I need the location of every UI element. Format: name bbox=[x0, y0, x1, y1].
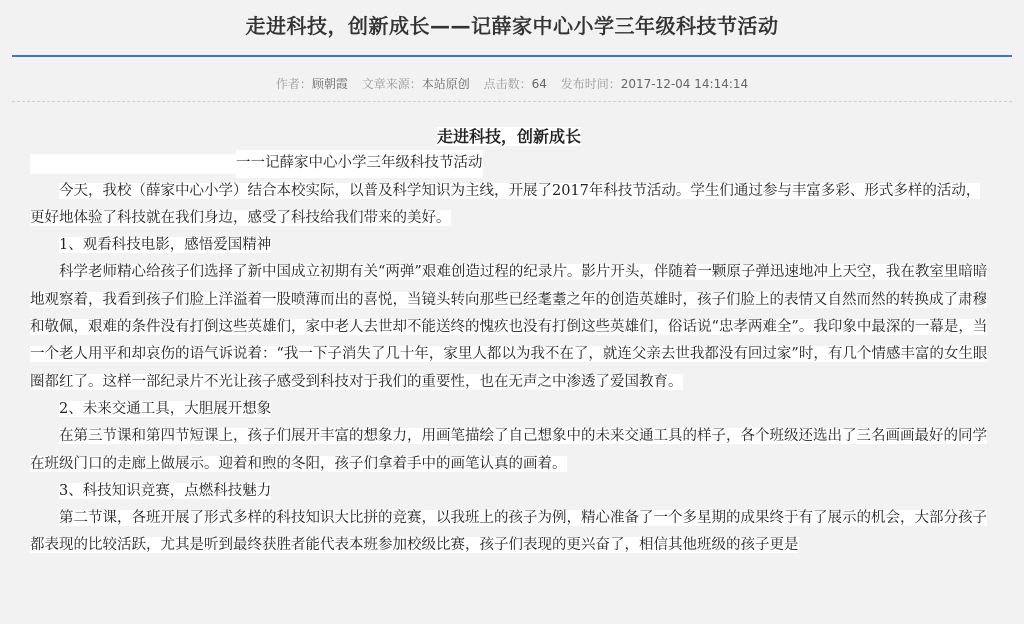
content-subtitle: 一一记薛家中心小学三年级科技节活动 bbox=[30, 150, 988, 177]
meta-divider bbox=[12, 101, 1012, 102]
publish-time-value: 2017-12-04 14:14:14 bbox=[620, 77, 749, 91]
section-2-paragraph: 在第三节课和第四节短课上，孩子们展开丰富的想象力，用画笔描绘了自己想象中的未来交通工具的样子，各个班级还选出了三名画画最好的同学在班级门口的走廊上做展示。迎着和煦的冬阳，孩子们拿着手中的画笔认真的画着。 bbox=[30, 428, 987, 472]
source-label: 文章来源： bbox=[361, 77, 422, 91]
section-1-paragraph: 科学老师精心给孩子们选择了新中国成立初期有关“两弹”艰难创造过程的纪录片。影片开头，伴随着一颗原子弹迅速地冲上天空，我在教室里暗暗地观察着，我看到孩子们脸上洋溢着一股喷薄而出的喜悦，当镜头转向那些已经耄耋之年的创造英雄时，孩子们脸上的表情又自然而然的转换成了肃穆和敬佩，艰难的条件没有打倒这些英雄们，家中老人去世却不能送终的愧疚也没有打倒这些英雄们，俗话说“忠孝两难全”。我印象中最深的一幕是，当一个老人用平和却哀伤的语气诉说着：“我一下子消失了几十年，家里人都以为我不在了，就连父亲去世我都没有回过家”时，有几个情感丰富的女生眼圈都红了。这样一部纪录片不光让孩子感受到科技对于我们的重要性，也在无声之中渗透了爱国教育。 bbox=[30, 264, 988, 390]
section-3-title: 3、科技知识竞赛，点燃科技魅力 bbox=[59, 482, 272, 499]
author-value: 顾朝霞 bbox=[311, 77, 348, 91]
article-body bbox=[30, 123, 988, 560]
source-value: 本站原创 bbox=[421, 77, 470, 91]
publish-time-label: 发布时间： bbox=[560, 77, 621, 91]
article-title: 走进科技，创新成长——记薛家中心小学三年级科技节活动 bbox=[245, 14, 779, 38]
article-meta bbox=[0, 75, 1024, 92]
title-divider bbox=[12, 55, 1012, 57]
intro-paragraph: 今天，我校（薛家中心小学）结合本校实际，以普及科学知识为主线，开展了2017年科技节活动。学生们通过参与丰富多彩、形式多样的活动，更好地体验了科技就在我们身边，感受了科技给我们带来的美好。 bbox=[30, 182, 981, 226]
section-2-title: 2、未来交通工具，大胆展开想象 bbox=[59, 400, 272, 417]
section-1-title: 1、观看科技电影，感悟爱国精神 bbox=[59, 237, 272, 254]
hits-label: 点击数： bbox=[483, 77, 532, 91]
content-heading: 走进科技，创新成长 bbox=[436, 127, 581, 146]
author-label: 作者： bbox=[275, 77, 312, 91]
section-3-paragraph: 第二节课，各班开展了形式多样的科技知识大比拼的竞赛，以我班上的孩子为例，精心准备了一个多星期的成果终于有了展示的机会，大部分孩子都表现的比较活跃，尤其是听到最终获胜者能代表本班参加校级比赛，孩子们表现的更兴奋了，相信其他班级的孩子更是 bbox=[30, 510, 987, 554]
hits-value: 64 bbox=[531, 77, 547, 91]
